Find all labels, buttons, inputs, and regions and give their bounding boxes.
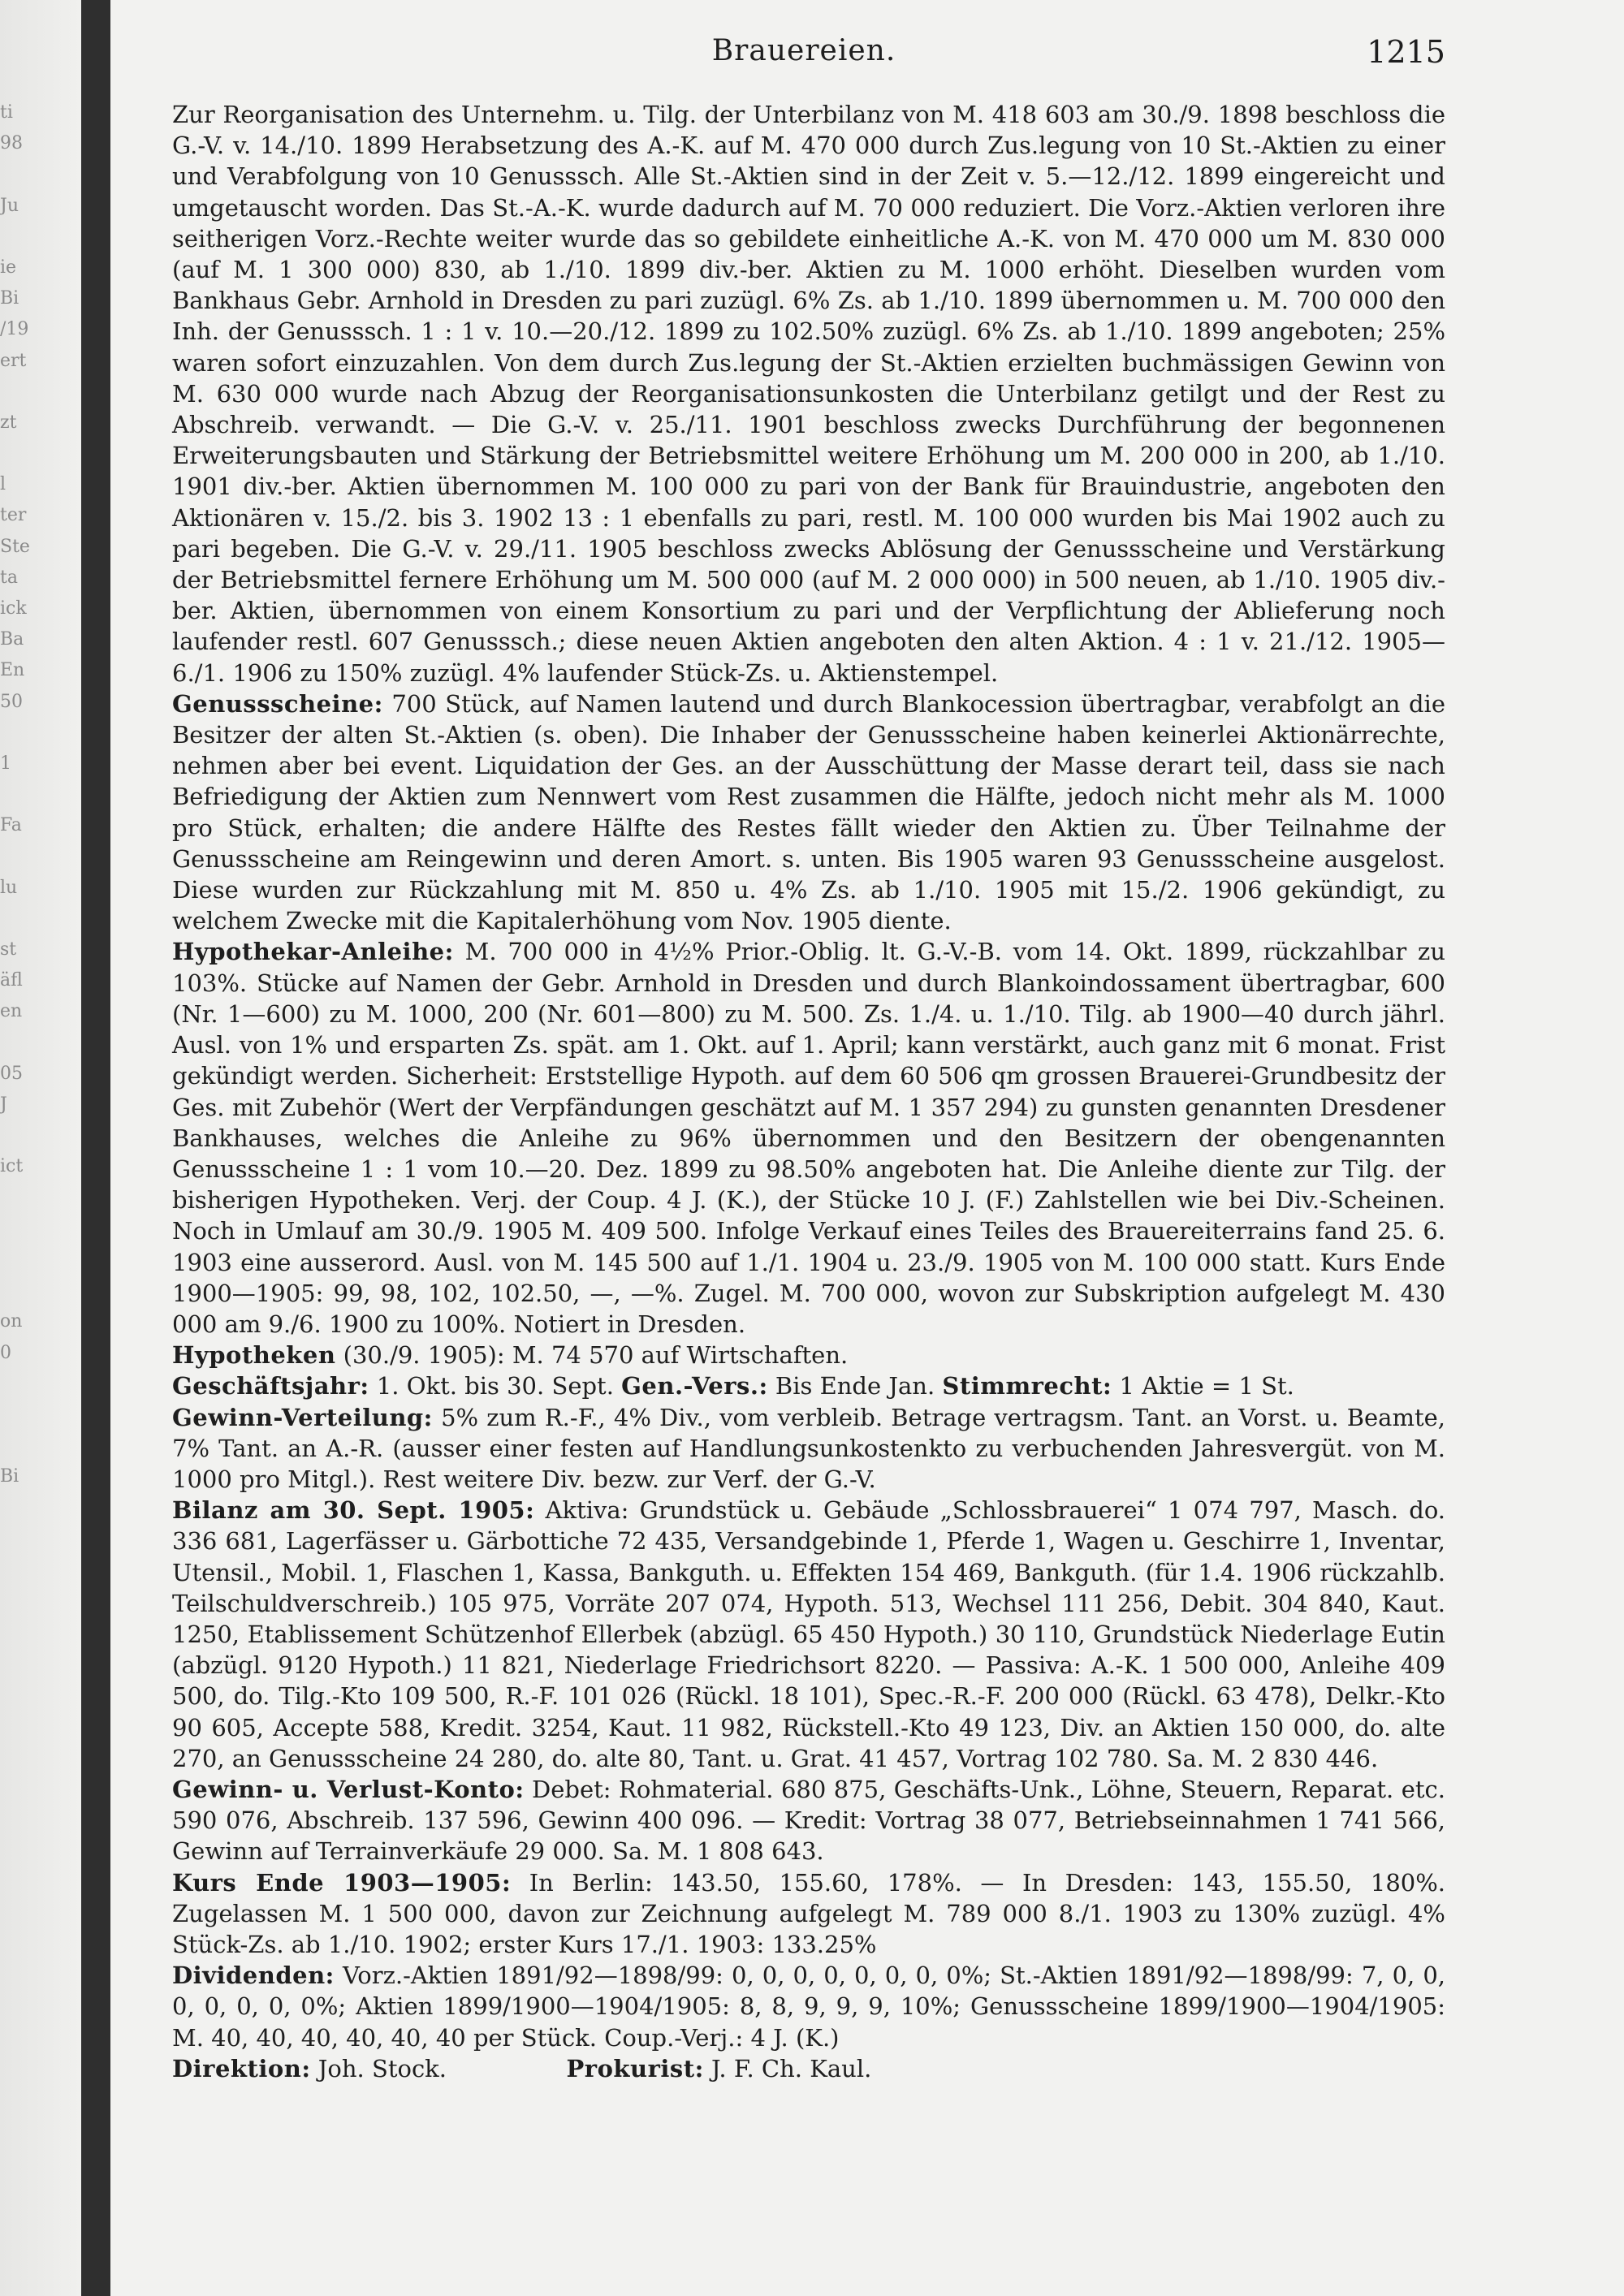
dividenden-text: Vorz.-Aktien 1891/92—1898/99: 0, 0, 0, 0, 0, 0, 0, 0%; St.-Aktien 1891/92—1898/99: 7, 0, 0, 0, 0, 0, 0, 0%; Aktien 1899/1900—1904/1905: 8, 8, 9, 9, 9, 10%; Genussscheine 1899/1900—1904/1905: M. 40, 40, 40, 40, 40, 40 per Stück. Coup.-Verj.: 4 J. (K.): [172, 1962, 1446, 2052]
adjacent-page-fragment: [0, 1431, 81, 1461]
adjacent-page-fragment: ict: [0, 1156, 24, 1177]
hypotheken-text: (30./9. 1905): M. 74 570 auf Wirtschaften.: [343, 1341, 849, 1370]
adjacent-page-fragment: ter: [0, 505, 27, 526]
adjacent-page-fragment: [0, 779, 81, 810]
prokurist-label: Prokurist:: [566, 2054, 704, 2082]
adjacent-page-fragment: [0, 1492, 81, 1523]
hypothekar-text: M. 700 000 in 4½% Prior.-Oblig. lt. G.-V.-B. vom 14. Okt. 1899, rückzahlbar zu 103%. Stücke auf Namen der Gebr. Arnhold in Dresden und durch Blankoindossament übertragbar, 600 (Nr. 1—600) zu M. 1000, 200 (Nr. 601—800) zu M. 500. Zs. 1./4. u. 1./10. Tilg. ab 1900—40 durch jährl. Ausl. von 1% und ersparten Zs. spät. am 1. Okt. auf 1. April; kann verstärkt, auch ganz mit 6 monat. Frist gekündigt werden. Sicherheit: Erststellige Hypoth. auf dem 60 506 qm grossen Brauerei-Grundbesitz der Ges. mit Zubehör (Wert der Verpfändungen geschätzt auf M. 1 357 294) zu gunsten genannten Dresdener Bankhauses, welches die Anleihe zu 96% übernommen und den Besitzern der obengenannten Genussscheine 1 : 1 vom 10.—20. Dez. 1899 zu 98.50% angeboten hat. Die Anleihe diente zur Tilg. der bisherigen Hypotheken. Verj. der Coup. 4 J. (K.), der Stücke 10 J. (F.) Zahlstellen wie bei Div.-Scheinen. Noch in Umlauf am 30./9. 1905 M. 409 500. Infolge Verkauf eines Teiles des Brauereiterrains fand 25. 6. 1903 eine ausserord. Ausl. von M. 145 500 auf 1./1. 1904 u. 23./9. 1905 von M. 100 000 statt. Kurs Ende 1900—1905: 99, 98, 102, 102.50, —, —%. Zugel. M. 700 000, wovon zur Subskription aufgelegt M. 430 000 am 9./6. 1900 zu 100%. Notiert in Dresden.: [172, 938, 1446, 1338]
adjacent-page-fragment: zt: [0, 412, 17, 433]
genussscheine-label: Genussscheine:: [172, 689, 383, 718]
adjacent-page-fragment: [0, 1028, 81, 1059]
adjacent-page-fragment: ie: [0, 257, 17, 278]
reorganisation-paragraph: Zur Reorganisation des Unternehm. u. Tilg. der Unterbilanz von M. 418 603 am 30./9. 1898 beschloss die G.-V. v. 14./10. 1899 Herabsetzung des A.-K. auf M. 470 000 durch Zus.legung von 10 St.-Aktien zu einer und Verabfolgung von 10 Genusssch. Alle St.-Aktien sind in der Zeit v. 5.—12./12. 1899 eingereicht und umgetauscht worden. Das St.-A.-K. wurde dadurch auf M. 70 000 reduziert. Die Vorz.-Aktien verloren ihre seitherigen Vorz.-Rechte weiter wurde das so gebildete einheitliche A.-K. von M. 470 000 um M. 830 000 (auf M. 1 300 000) 830, ab 1./10. 1899 div.-ber. Aktien zu M. 1000 erhöht. Dieselben wurden vom Bankhaus Gebr. Arnhold in Dresden zu pari zuzügl. 6% Zs. ab 1./10. 1899 übernommen u. M. 700 000 den Inh. der Genusssch. 1 : 1 v. 10.—20./12. 1899 zu 102.50% zuzügl. 6% Zs. ab 1./10. 1899 angeboten; 25% waren sofort einzuzahlen. Von dem durch Zus.legung der St.-Aktien erzielten buchmässigen Gewinn von M. 630 000 wurde nach Abzug der Reorganisationsunkosten die Unterbilanz getilgt und der Rest zu Abschreib. verwandt. — Die G.-V. v. 25./11. 1901 beschloss zwecks Durchführung der begonnenen Erweiterungsbauten und Stärkung der Betriebsmittel weitere Erhöhung um M. 200 000 in 200, ab 1./10. 1901 div.-ber. Aktien übernommen M. 100 000 zu pari von der Bank für Brauindustrie, angeboten den Aktionären v. 15./2. bis 3. 1902 13 : 1 ebenfalls zu pari, restl. M. 100 000 wurden bis Mai 1902 auch zu pari begeben. Die G.-V. v. 29./11. 1905 beschloss zwecks Ablösung der Genussscheine und Verstärkung der Betriebsmittel fernere Erhöhung um M. 500 000 (auf M. 2 000 000) in 500 neuen, ab 1./10. 1905 div.-ber. Aktien, übernommen von einem Konsortium zu pari und der Verpflichtung der Ablieferung noch laufender restl. 607 Genusssch.; diese neuen Aktien angeboten den alten Aktion. 4 : 1 v. 21./12. 1905—6./1. 1906 zu 150% zuzügl. 4% laufender Stück-Zs. u. Aktienstempel.: [172, 101, 1445, 687]
text-column: [172, 99, 1445, 2084]
adjacent-page-fragment: ick: [0, 598, 27, 619]
adjacent-page-fragment: ta: [0, 567, 18, 588]
adjacent-page-fragments: [0, 97, 81, 1772]
page-number: 1215: [1367, 34, 1445, 70]
adjacent-page-fragment: Fa: [0, 815, 22, 836]
adjacent-page-fragment: [0, 904, 81, 934]
stimmrecht-text: 1 Aktie = 1 St.: [1119, 1372, 1294, 1400]
adjacent-page-fragment: [0, 1120, 81, 1151]
adjacent-page-fragment: ert: [0, 350, 27, 371]
adjacent-page-fragment: 1: [0, 753, 11, 774]
adjacent-page-fragment: [0, 1183, 81, 1214]
guv-label: Gewinn- u. Verlust-Konto:: [172, 1775, 525, 1803]
hypotheken-section: [172, 1340, 1445, 1370]
adjacent-page-fragment: ti: [0, 102, 13, 123]
dividenden-section: [172, 1960, 1445, 2053]
adjacent-page-fragment: [0, 159, 81, 190]
adjacent-page-fragment: lu: [0, 877, 18, 898]
adjacent-page-fragment: 50: [0, 691, 23, 712]
genussscheine-text: 700 Stück, auf Namen lautend und durch Blankocession übertragbar, verabfolgt an die Besitzer der alten St.-Aktien (s. oben). Die Inhaber der Genussscheine haben keinerlei Aktionärrechte, nehmen aber bei event. Liquidation der Ges. an der Ausschüttung der Masse derart teil, dass sie nach Befriedigung der Aktien zum Nennwert vom Rest zusammen die Hälfte, jedoch nicht mehr als M. 1000 pro Stück, erhalten; die andere Hälfte des Restes fällt wieder den Aktien zu. Über Teilnahme der Genussscheine am Reingewinn und deren Amort. s. unten. Bis 1905 waren 93 Genussscheine ausgelost. Diese wurden zur Rückzahlung mit M. 850 u. 4% Zs. ab 1./10. 1905 mit 15./2. 1906 gekündigt, zu welchem Zwecke mit die Kapitalerhöhung vom Nov. 1905 diente.: [172, 689, 1445, 935]
direktion-text: Joh. Stock.: [317, 2054, 447, 2082]
page-header: [162, 34, 1445, 83]
adjacent-page-fragment: [0, 1679, 81, 1710]
genvers-label: Gen.-Vers.:: [621, 1372, 768, 1400]
adjacent-page-fragment: on: [0, 1311, 23, 1332]
adjacent-page-fragment: [0, 1616, 81, 1647]
running-head: Brauereien.: [711, 34, 896, 67]
adjacent-page-fragment: st: [0, 939, 17, 960]
guv-text: Debet: Rohmaterial. 680 875, Geschäfts-Unk., Löhne, Steuern, Reparat. etc. 590 076, Abschreib. 137 596, Gewinn 400 096. — Kredit: Vortrag 38 077, Betriebseinnahmen 1 741 566, Gewinn auf Terrainverkäufe 29 000. Sa. M. 1 808 643.: [172, 1775, 1445, 1866]
adjacent-page-fragment: Ste: [0, 536, 30, 557]
adjacent-page-fragment: [0, 1275, 81, 1306]
adjacent-page-fragment: [0, 842, 81, 873]
adjacent-page-fragment: 98: [0, 133, 23, 154]
adjacent-page-fragment: [0, 1710, 81, 1741]
gewinnverteilung-text: 5% zum R.-F., 4% Div., vom verbleib. Betrage vertragsm. Tant. an Vorst. u. Beamte, 7% Tant. an A.-R. (ausser einer festen auf Handlungsunkostenkto zu verbuchenden Jahresvergüt. von M. 1000 pro Mitgl.). Rest weitere Div. bezw. zur Verf. der G.-V.: [172, 1403, 1445, 1493]
adjacent-page-fragment: [0, 1741, 81, 1772]
prokurist-text: J. F. Ch. Kaul.: [711, 2054, 872, 2082]
adjacent-page-fragment: [0, 1245, 81, 1275]
bilanz-label: Bilanz am 30. Sept. 1905:: [172, 1496, 535, 1525]
adjacent-page-fragment: [0, 1369, 81, 1400]
kurs-label: Kurs Ende 1903—1905:: [172, 1868, 512, 1897]
dividenden-label: Dividenden:: [172, 1962, 335, 1990]
bilanz-text: Aktiva: Grundstück u. Gebäude „Schlossbrauerei“ 1 074 797, Masch. do. 336 681, Lagerfässer u. Gärbottiche 72 435, Versandgebinde 1, Pferde 1, Wagen u. Geschirre 1, Inventar, Utensil., Mobil. 1, Flaschen 1, Kassa, Bankguth. u. Effekten 154 469, Bankguth. (für 1.4. 1906 rückzahlb. Teilschuldverschreib.) 105 975, Vorräte 207 074, Hypoth. 513, Wechsel 111 256, Debit. 304 840, Kaut. 1250, Etablissement Schützenhof Ellerbek (abzügl. 65 450 Hypoth.) 30 110, Grundstück Niederlage Eutin (abzügl. 9120 Hypoth.) 11 821, Niederlage Friedrichsort 8220. — Passiva: A.-K. 1 500 000, Anleihe 409 500, do. Tilg.-Kto 109 500, R.-F. 101 026 (Rückl. 18 101), Spec.-R.-F. 200 000 (Rückl. 63 478), Delkr.-Kto 90 605, Accepte 588, Kredit. 3254, Kaut. 11 982, Rückstell.-Kto 49 123, Div. an Aktien 150 000, do. alte 270, an Genussscheine 24 280, do. alte 80, Tant. u. Grat. 41 457, Vortrag 102 780. Sa. M. 2 830 446.: [172, 1496, 1446, 1772]
hypotheken-label: Hypotheken: [172, 1341, 336, 1370]
direktion-label: Direktion:: [172, 2054, 311, 2082]
gewinnverteilung-section: [172, 1402, 1445, 1495]
adjacent-page-fragment: /19: [0, 319, 29, 340]
gewinnverteilung-label: Gewinn-Verteilung:: [172, 1403, 433, 1431]
adjacent-page-fragment: Ba: [0, 629, 24, 650]
adjacent-page-fragment: [0, 1400, 81, 1431]
adjacent-page-fragment: Bi: [0, 1466, 19, 1487]
hypothekar-label: Hypothekar-Anleihe:: [172, 938, 454, 966]
adjacent-page-fragment: [0, 222, 81, 252]
adjacent-page-fragment: Bi: [0, 288, 19, 309]
genvers-text: Bis Ende Jan.: [775, 1372, 935, 1400]
adjacent-page-fragment: J: [0, 1094, 7, 1115]
adjacent-page-fragment: äfl: [0, 970, 23, 991]
hypothekar-section: [172, 936, 1445, 1340]
book-binding-gutter: [81, 0, 110, 2296]
genussscheine-section: [172, 688, 1445, 937]
guv-section: [172, 1774, 1445, 1867]
adjacent-page-fragment: Ju: [0, 195, 19, 216]
direktion-section: [172, 2053, 1445, 2084]
adjacent-page-fragment: [0, 1586, 81, 1616]
adjacent-page-fragment: en: [0, 1001, 23, 1022]
adjacent-page-fragment: [0, 377, 81, 408]
kurs-section: [172, 1867, 1445, 1961]
bilanz-section: [172, 1495, 1445, 1774]
stimmrecht-label: Stimmrecht:: [942, 1372, 1112, 1400]
adjacent-page-fragment: [0, 438, 81, 469]
adjacent-page-fragment: 05: [0, 1063, 23, 1084]
adjacent-page-fragment: l: [0, 474, 6, 495]
adjacent-page-fragment: [0, 1555, 81, 1586]
adjacent-page-fragment: [0, 1214, 81, 1245]
adjacent-page-fragment: [0, 1647, 81, 1678]
kurs-text: In Berlin: 143.50, 155.60, 178%. — In Dresden: 143, 155.50, 180%. Zugelassen M. 1 500 000, davon zur Zeichnung aufgelegt M. 789 000 8./1. 1903 zu 130% zuzügl. 4% Stück-Zs. ab 1./10. 1902; erster Kurs 17./1. 1903: 133.25%: [172, 1868, 1445, 1958]
geschaeftsjahr-section: [172, 1370, 1445, 1401]
adjacent-page-fragment: En: [0, 660, 25, 681]
geschaeftsjahr-label: Geschäftsjahr:: [172, 1372, 369, 1400]
adjacent-page-fragment: [0, 1524, 81, 1555]
adjacent-page-fragment: 0: [0, 1342, 11, 1363]
geschaeftsjahr-text: 1. Okt. bis 30. Sept.: [376, 1372, 614, 1400]
adjacent-page-fragment: [0, 718, 81, 749]
